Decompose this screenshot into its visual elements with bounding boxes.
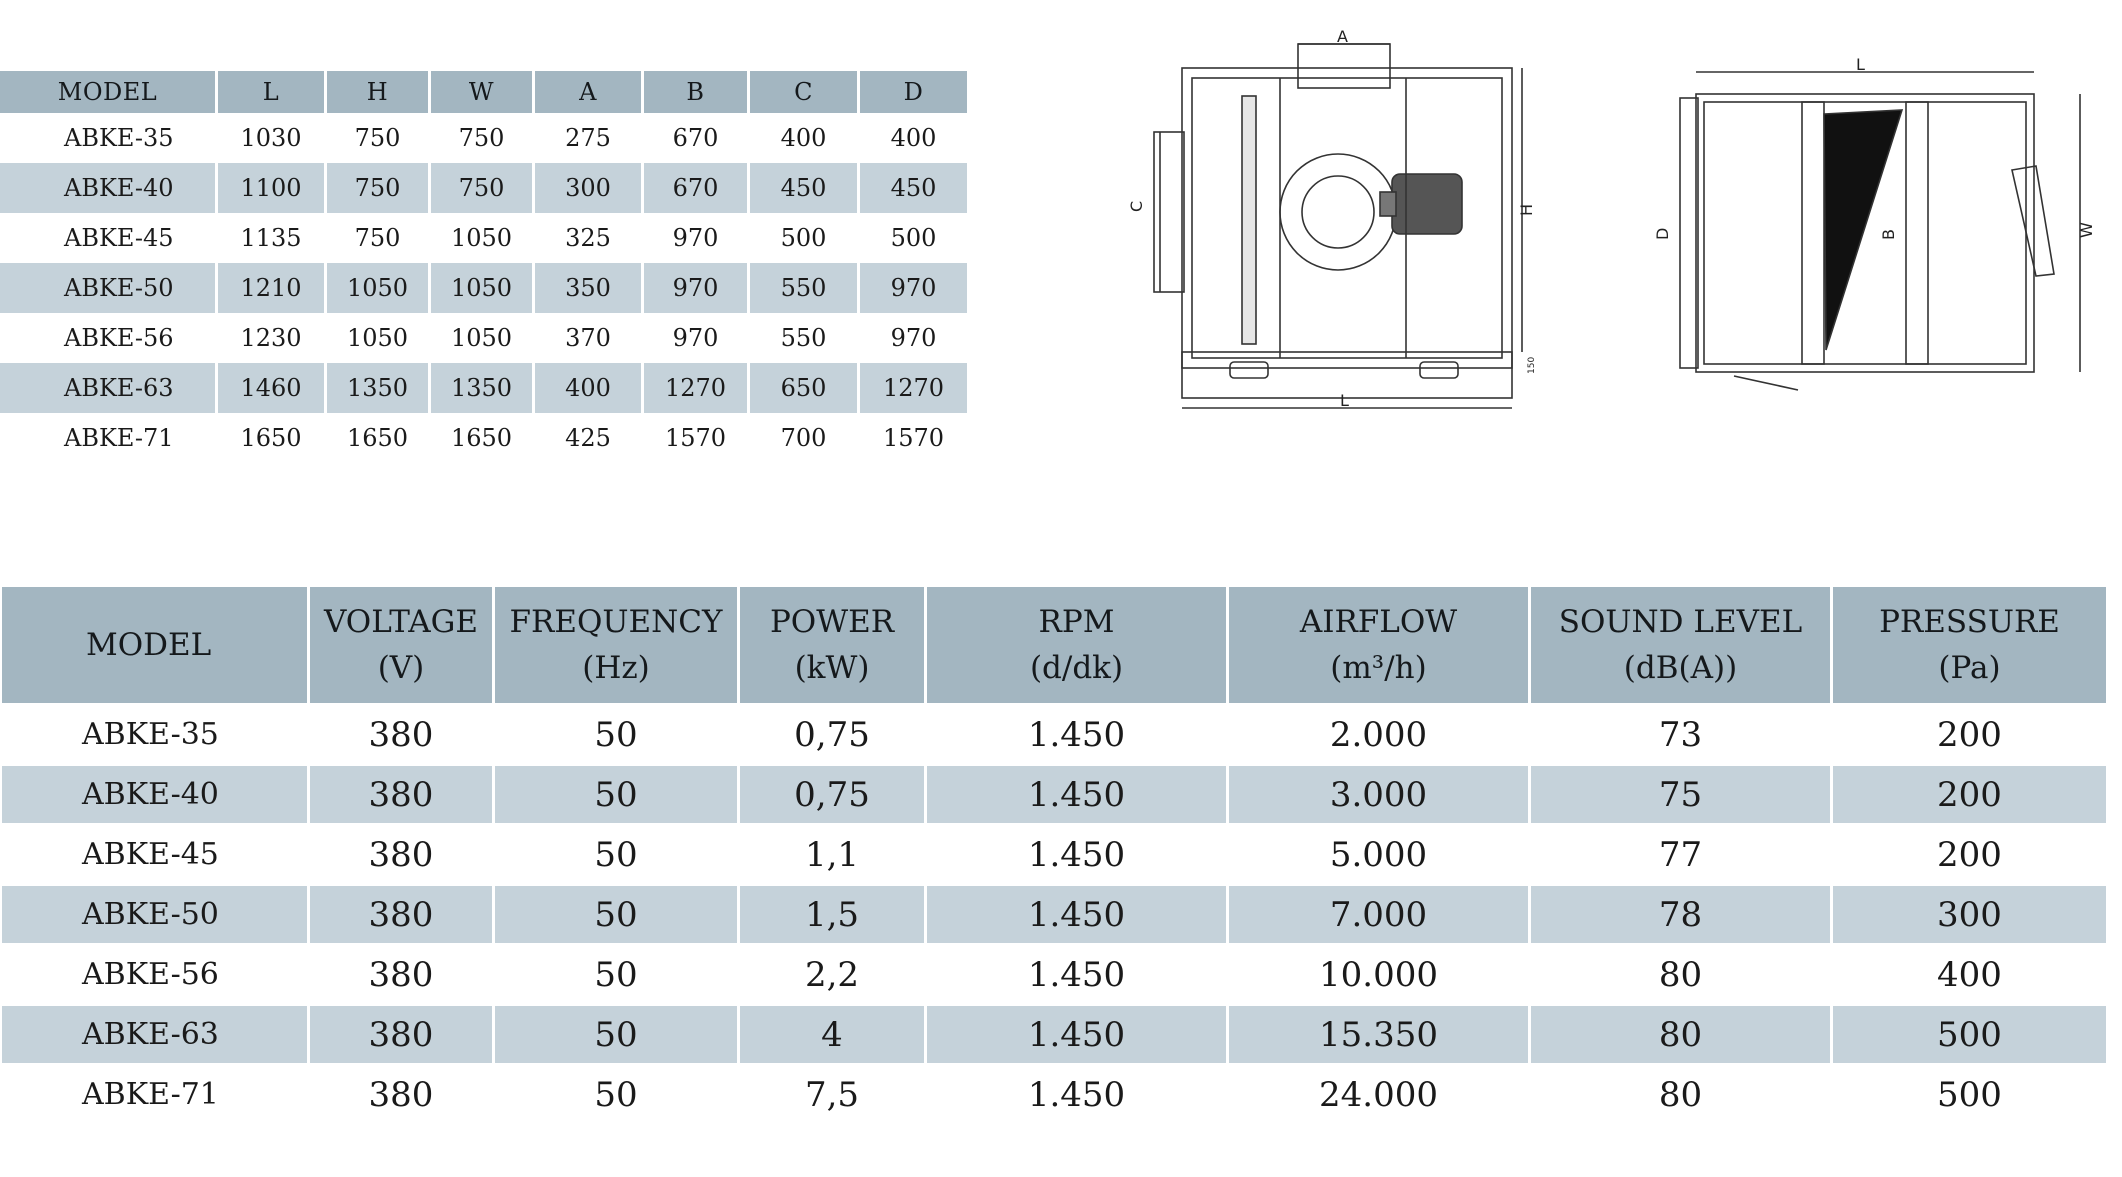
table-cell: 1230 xyxy=(240,324,302,352)
model-cell: ABKE-45 xyxy=(82,837,219,872)
model-cell: ABKE-35 xyxy=(82,717,219,752)
table-cell: 78 xyxy=(1531,886,1830,943)
table-cell: 1210 xyxy=(218,263,324,313)
perf-header-power: POWER (kW) xyxy=(740,587,924,703)
front-dim-label-w: W xyxy=(2077,222,2096,238)
model-cell: ABKE-50 xyxy=(2,886,307,943)
dim-label-base: 150 xyxy=(1527,356,1537,374)
model-cell: ABKE-56 xyxy=(82,957,219,992)
dim-header-w: W xyxy=(431,71,532,113)
table-cell: 15.350 xyxy=(1229,1006,1528,1063)
side-view-drawing xyxy=(1127,22,1550,422)
perf-header-rpm: RPM (d/dk) xyxy=(927,587,1226,703)
table-cell: 50 xyxy=(495,766,737,823)
table-cell: 380 xyxy=(310,1006,492,1063)
table-cell: 450 xyxy=(750,163,857,213)
table-cell: 750 xyxy=(458,124,505,152)
table-cell: 200 xyxy=(1937,834,2002,875)
table-cell: 1050 xyxy=(327,263,428,313)
table-cell: 0,75 xyxy=(740,766,924,823)
table-cell: 1030 xyxy=(240,124,302,152)
table-cell: 550 xyxy=(750,263,857,313)
table-cell: 1.450 xyxy=(927,766,1226,823)
table-cell: 10.000 xyxy=(1319,954,1438,995)
table-cell: 3.000 xyxy=(1229,766,1528,823)
model-cell: ABKE-35 xyxy=(64,124,174,152)
table-cell: 80 xyxy=(1658,954,1703,995)
dim-header-model: MODEL xyxy=(0,71,215,113)
table-cell: 380 xyxy=(368,954,434,995)
table-cell: 1650 xyxy=(346,424,409,452)
table-cell: 5.000 xyxy=(1329,834,1428,875)
table-cell: 1650 xyxy=(240,424,302,452)
table-cell: 1050 xyxy=(431,263,532,313)
table-cell: 1570 xyxy=(882,424,945,452)
table-cell: 1.450 xyxy=(1027,1074,1126,1115)
table-cell: 550 xyxy=(780,324,827,352)
dim-header-h: H xyxy=(327,71,428,113)
table-cell: 1.450 xyxy=(927,1006,1226,1063)
table-cell: 380 xyxy=(310,766,492,823)
dim-header-d: D xyxy=(860,71,967,113)
table-cell: 80 xyxy=(1531,1006,1830,1063)
table-row xyxy=(0,216,967,260)
table-cell: 350 xyxy=(535,263,641,313)
table-cell: 0,75 xyxy=(794,714,870,755)
perf-header-frequency: FREQUENCY (Hz) xyxy=(495,587,737,703)
table-cell: 200 xyxy=(1833,766,2106,823)
table-row xyxy=(2,946,2106,1003)
table-cell: 670 xyxy=(672,124,719,152)
perf-header-model: MODEL xyxy=(2,587,307,703)
performance-header-row xyxy=(2,587,2106,703)
table-cell: 1.450 xyxy=(927,886,1226,943)
table-cell: 7,5 xyxy=(804,1074,860,1115)
table-cell: 750 xyxy=(354,224,401,252)
table-cell: 970 xyxy=(890,324,937,352)
table-row xyxy=(2,1066,2106,1123)
table-cell: 2,2 xyxy=(804,954,860,995)
model-cell: ABKE-71 xyxy=(64,424,174,452)
table-cell: 80 xyxy=(1658,1074,1703,1115)
table-cell: 970 xyxy=(672,224,719,252)
table-cell: 1100 xyxy=(218,163,324,213)
table-row xyxy=(0,363,967,413)
dim-label-h: H xyxy=(1517,203,1536,216)
table-row xyxy=(2,766,2106,823)
fan-wheel xyxy=(1280,154,1396,270)
table-cell: 73 xyxy=(1658,714,1703,755)
table-cell: 450 xyxy=(860,163,967,213)
table-cell: 970 xyxy=(860,263,967,313)
front-dim-label-l: L xyxy=(1856,55,1865,74)
model-cell: ABKE-45 xyxy=(64,224,174,252)
dim-header-b: B xyxy=(644,71,747,113)
perf-header-pressure: PRESSURE (Pa) xyxy=(1833,587,2106,703)
table-cell: 75 xyxy=(1531,766,1830,823)
table-cell: 370 xyxy=(565,324,611,352)
table-cell: 650 xyxy=(750,363,857,413)
table-row xyxy=(2,1006,2106,1063)
table-row xyxy=(0,116,967,160)
table-cell: 1270 xyxy=(860,363,967,413)
table-cell: 50 xyxy=(594,834,638,875)
table-cell: 750 xyxy=(327,163,428,213)
front-dim-label-d: D xyxy=(1653,227,1672,240)
table-cell: 500 xyxy=(1833,1006,2106,1063)
inlet-collar xyxy=(1154,132,1184,292)
table-row xyxy=(2,706,2106,763)
dim-header-c: C xyxy=(750,71,857,113)
dim-label-c: C xyxy=(1127,200,1146,212)
dim-label-l: L xyxy=(1340,391,1349,410)
table-row xyxy=(0,263,967,313)
model-cell: ABKE-50 xyxy=(0,263,215,313)
table-cell: 200 xyxy=(1937,714,2002,755)
table-cell: 1135 xyxy=(240,224,302,252)
table-cell: 500 xyxy=(1937,1074,2002,1115)
table-cell: 1650 xyxy=(450,424,513,452)
table-cell: 1.450 xyxy=(1027,954,1126,995)
model-cell: ABKE-63 xyxy=(0,363,215,413)
table-cell: 500 xyxy=(890,224,937,252)
table-cell: 380 xyxy=(368,1074,434,1115)
table-cell: 50 xyxy=(495,886,737,943)
table-cell: 970 xyxy=(644,263,747,313)
table-row xyxy=(0,416,967,460)
table-cell: 700 xyxy=(780,424,827,452)
table-cell: 300 xyxy=(535,163,641,213)
model-cell: ABKE-63 xyxy=(2,1006,307,1063)
table-cell: 1570 xyxy=(664,424,727,452)
table-cell: 1050 xyxy=(346,324,409,352)
table-cell: 1,1 xyxy=(804,834,860,875)
table-cell: 400 xyxy=(535,363,641,413)
table-cell: 1.450 xyxy=(1027,714,1126,755)
front-view-drawing xyxy=(1640,50,2100,420)
perf-header-sound-level: SOUND LEVEL (dB(A)) xyxy=(1531,587,1830,703)
model-cell: ABKE-71 xyxy=(82,1077,219,1112)
table-cell: 670 xyxy=(644,163,747,213)
table-cell: 1050 xyxy=(450,224,513,252)
table-cell: 750 xyxy=(431,163,532,213)
perf-header-airflow: AIRFLOW (m³/h) xyxy=(1229,587,1528,703)
table-cell: 50 xyxy=(594,1074,638,1115)
table-cell: 400 xyxy=(780,124,827,152)
table-cell: 2.000 xyxy=(1329,714,1428,755)
table-cell: 50 xyxy=(495,1006,737,1063)
dimensions-table xyxy=(0,68,970,463)
table-cell: 325 xyxy=(565,224,611,252)
dim-header-a: A xyxy=(535,71,641,113)
performance-table xyxy=(0,584,2109,1126)
table-row xyxy=(2,886,2106,943)
table-cell: 1.450 xyxy=(1027,834,1126,875)
dimensions-header-row xyxy=(0,71,967,113)
table-cell: 300 xyxy=(1833,886,2106,943)
table-cell: 1270 xyxy=(644,363,747,413)
table-cell: 50 xyxy=(594,714,638,755)
table-cell: 50 xyxy=(594,954,638,995)
table-cell: 7.000 xyxy=(1229,886,1528,943)
table-cell: 380 xyxy=(310,886,492,943)
table-row xyxy=(0,316,967,360)
motor xyxy=(1392,174,1462,234)
table-cell: 1350 xyxy=(327,363,428,413)
table-cell: 400 xyxy=(1937,954,2002,995)
dim-header-l: L xyxy=(218,71,324,113)
dim-label-a: A xyxy=(1337,27,1348,46)
table-cell: 4 xyxy=(740,1006,924,1063)
table-cell: 750 xyxy=(354,124,401,152)
table-cell: 1050 xyxy=(450,324,513,352)
filter-panel xyxy=(1242,96,1256,344)
model-cell: ABKE-56 xyxy=(64,324,174,352)
table-cell: 380 xyxy=(368,714,434,755)
table-cell: 1350 xyxy=(431,363,532,413)
table-cell: 970 xyxy=(672,324,719,352)
table-row xyxy=(2,826,2106,883)
table-cell: 77 xyxy=(1658,834,1703,875)
table-cell: 24.000 xyxy=(1319,1074,1438,1115)
table-cell: 275 xyxy=(565,124,611,152)
model-cell: ABKE-40 xyxy=(0,163,215,213)
table-cell: 500 xyxy=(780,224,827,252)
table-cell: 380 xyxy=(368,834,434,875)
table-cell: 1,5 xyxy=(740,886,924,943)
table-row xyxy=(0,163,967,213)
model-cell: ABKE-40 xyxy=(2,766,307,823)
table-cell: 1460 xyxy=(218,363,324,413)
front-dim-label-b: B xyxy=(1879,229,1898,240)
table-cell: 400 xyxy=(890,124,937,152)
table-cell: 425 xyxy=(565,424,611,452)
perf-header-voltage: VOLTAGE (V) xyxy=(310,587,492,703)
outlet-duct xyxy=(1298,44,1390,88)
